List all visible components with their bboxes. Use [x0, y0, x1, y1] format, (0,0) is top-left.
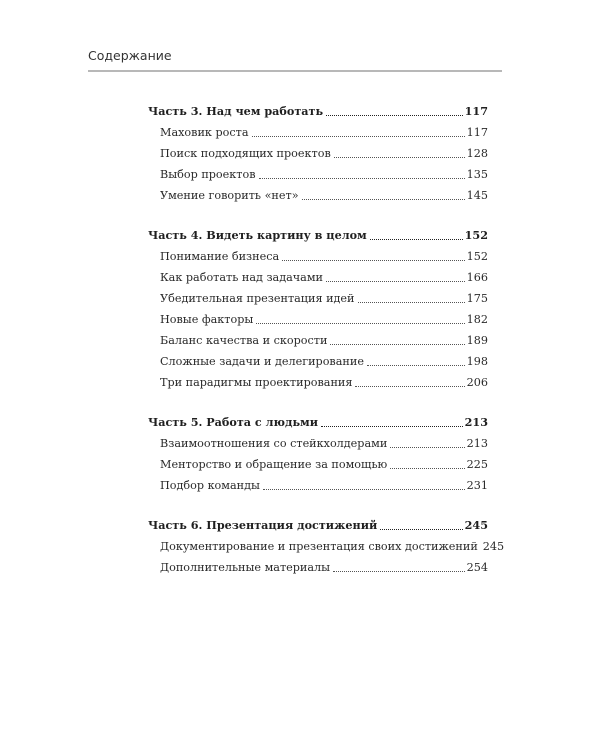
dot-leader: [390, 446, 464, 448]
dot-leader: [326, 280, 465, 282]
toc-chapter-entry-page: 135: [466, 168, 488, 181]
toc-chapter-entry-page: 166: [466, 271, 488, 284]
dot-leader: [370, 238, 463, 240]
toc-chapter-entry[interactable]: [148, 372, 488, 393]
toc-chapter-entry[interactable]: [148, 475, 488, 496]
table-of-contents: [148, 100, 505, 596]
toc-chapter-entry-title: Маховик роста: [160, 126, 249, 139]
dot-leader: [259, 177, 465, 179]
toc-chapter-entry[interactable]: [148, 185, 488, 206]
toc-chapter-entry[interactable]: [148, 267, 488, 288]
dot-leader: [380, 528, 462, 530]
toc-part-heading-title: Часть 3. Над чем работать: [148, 104, 324, 118]
dot-leader: [334, 156, 465, 158]
dot-leader: [256, 322, 464, 324]
toc-chapter-entry-page: 254: [466, 561, 488, 574]
toc-chapter-entry-title: Понимание бизнеса: [160, 250, 280, 263]
toc-chapter-entry-title: Умение говорить «нет»: [160, 189, 299, 202]
dot-leader: [282, 259, 464, 261]
toc-chapter-entry-title: Баланс качества и скорости: [160, 334, 328, 347]
toc-chapter-entry-page: 231: [466, 479, 488, 492]
dot-leader: [333, 570, 465, 572]
toc-part-heading[interactable]: [148, 514, 488, 536]
toc-part-heading[interactable]: [148, 224, 488, 246]
toc-chapter-entry-title: Три парадигмы проектирования: [160, 376, 353, 389]
dot-leader: [390, 467, 464, 469]
toc-chapter-entry-title: Взаимоотношения со стейкхолдерами: [160, 437, 388, 450]
toc-chapter-entry-page: 206: [466, 376, 488, 389]
toc-chapter-entry-title: Новые факторы: [160, 313, 254, 326]
toc-chapter-entry-title: Сложные задачи и делегирование: [160, 355, 364, 368]
toc-chapter-entry[interactable]: [148, 122, 488, 143]
toc-part-heading-page: 213: [464, 415, 488, 429]
toc-chapter-entry[interactable]: [148, 143, 488, 164]
toc-chapter-entry[interactable]: [148, 288, 488, 309]
toc-chapter-entry-page: 198: [466, 355, 488, 368]
toc-chapter-entry-page: 175: [466, 292, 488, 305]
toc-part-heading-page: 152: [464, 228, 488, 242]
toc-chapter-entry-title: Убедительная презентация идей: [160, 292, 355, 305]
toc-part-heading-title: Часть 6. Презентация достижений: [148, 518, 378, 532]
toc-chapter-entry-title: Поиск подходящих проектов: [160, 147, 331, 160]
toc-chapter-entry[interactable]: [148, 557, 488, 578]
toc-chapter-entry[interactable]: [148, 433, 488, 454]
toc-chapter-entry-page: 213: [466, 437, 488, 450]
toc-chapter-entry-title: Менторство и обращение за помощью: [160, 458, 388, 471]
toc-chapter-entry[interactable]: [148, 164, 488, 185]
toc-chapter-entry-page: 182: [466, 313, 488, 326]
toc-chapter-entry-page: 128: [466, 147, 488, 160]
toc-chapter-entry-page: 117: [466, 126, 488, 139]
dot-leader: [367, 364, 465, 366]
toc-part: [148, 514, 505, 578]
toc-chapter-entry-title: Дополнительные материалы: [160, 561, 331, 574]
toc-part-heading-title: Часть 4. Видеть картину в целом: [148, 228, 367, 242]
dot-leader: [321, 425, 463, 427]
toc-chapter-entry-title: Как работать над задачами: [160, 271, 323, 284]
toc-part: [148, 411, 488, 496]
dot-leader: [355, 385, 464, 387]
toc-part: [148, 100, 488, 206]
toc-chapter-entry-title: Выбор проектов: [160, 168, 256, 181]
toc-chapter-entry[interactable]: [148, 536, 505, 557]
header-rule: [88, 70, 502, 72]
running-head: Содержание: [88, 48, 172, 63]
toc-chapter-entry-page: 245: [482, 540, 505, 553]
toc-part-heading-title: Часть 5. Работа с людьми: [148, 415, 319, 429]
toc-chapter-entry[interactable]: [148, 309, 488, 330]
toc-chapter-entry-page: 152: [466, 250, 488, 263]
toc-chapter-entry[interactable]: [148, 246, 488, 267]
toc-chapter-entry-page: 225: [466, 458, 488, 471]
toc-chapter-entry-page: 189: [466, 334, 488, 347]
toc-chapter-entry-title: Документирование и презентация своих достижений: [160, 540, 478, 553]
toc-chapter-entry[interactable]: [148, 351, 488, 372]
dot-leader: [302, 198, 465, 200]
dot-leader: [252, 135, 465, 137]
toc-part: [148, 224, 488, 393]
toc-chapter-entry[interactable]: [148, 454, 488, 475]
toc-part-heading-page: 117: [464, 104, 488, 118]
dot-leader: [358, 301, 465, 303]
toc-part-heading[interactable]: [148, 100, 488, 122]
dot-leader: [263, 488, 465, 490]
toc-chapter-entry-title: Подбор команды: [160, 479, 260, 492]
toc-part-heading-page: 245: [464, 518, 488, 532]
toc-chapter-entry[interactable]: [148, 330, 488, 351]
toc-chapter-entry-page: 145: [466, 189, 488, 202]
dot-leader: [326, 114, 463, 116]
dot-leader: [330, 343, 464, 345]
toc-part-heading[interactable]: [148, 411, 488, 433]
